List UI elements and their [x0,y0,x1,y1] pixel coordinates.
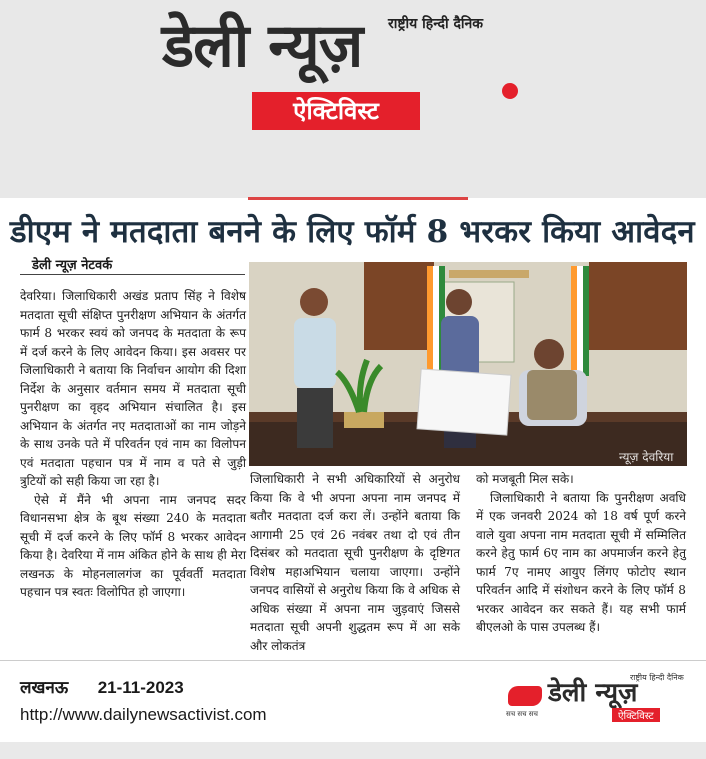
paragraph: को मजबूती मिल सके। [476,472,574,486]
website-link[interactable]: http://www.dailynewsactivist.com [20,705,267,724]
logo-tagline: राष्ट्रीय हिन्दी दैनिक [630,673,684,682]
footer-logo [500,672,690,724]
dateline [20,675,184,698]
paragraph: जिलाधिकारी ने सभी अधिकारियों से अनुरोध किया कि वे भी अपना अपना नाम जनपद में बतौर मतदाता दर्ज करा लें। उन्होंने बताया कि आगामी 25 एवं 26 नवंबर तथा दो एवं तीन दिसंबर को मतदाता सूची पुनरीक्षण के दृष्टिगत विशेष महाअभियान चलाया जाएगा। उन्होंने जनपद वासियों से अनुरोध किया कि वे अधिक से अधिक संख्या में अपना नाम जुड़वाएं जिससे मतदाता सूची अपनी शुद्धतम रूप में आ सके और लोकतंत्र [250,472,460,653]
byline-divider [20,274,245,275]
dateline-city: लखनऊ [20,678,69,697]
logo-motto: सच सच सच [506,710,538,718]
logo-title: डेली न्यूज़ [548,678,638,708]
logo-red-dot [502,83,518,99]
masthead-tagline: राष्ट्रीय हिन्दी दैनिक [388,16,484,32]
logo-subtitle: ऐक्टिविस्ट [612,708,660,722]
article-photo [249,262,687,466]
masthead [0,0,706,198]
bottom-bar [0,742,706,759]
footer-divider [0,660,706,661]
photo-caption: न्यूज़ देवरिया [619,450,674,464]
article-headline: डीएम ने मतदाता बनने के लिए फॉर्म 8 भरकर किया आवेदन [10,214,695,250]
paragraph: जिलाधिकारी ने बताया कि पुनरीक्षण अवधि में एक जनवरी 2024 को 18 वर्ष पूर्ण करने वाले युवा अपना नाम मतदाता सूची में सम्मिलित करने हेतु फार्म 6ए नाम का अपमार्जन करने हेतु फार्म 7ए नामए आयुए लिंगए फोटोए स्थान परिवर्तन आदि में संशोधन करने के लिए फॉर्म 8 भरकर आवेदन कर सकते हैं। यह सभी फार्म बीएलओ के पास उपलब्ध हैं। [476,490,686,634]
masthead-rule [248,197,468,200]
photo-scene [249,262,687,466]
article-column-1 [20,287,246,602]
byline: डेली न्यूज़ नेटवर्क [32,258,113,273]
dateline-date: 21-11-2023 [97,678,184,697]
logo-emblem-icon [508,686,542,706]
article-column-3 [476,470,686,637]
article-column-2 [250,470,460,655]
paragraph: देवरिया। जिलाधिकारी अखंड प्रताप सिंह ने विशेष मतदाता सूची संक्षिप्त पुनरीक्षण अभियान के अंतर्गत फार्म 8 भरकर स्वयं को जनपद के मतदाता के रूप में दर्ज करने के लिए आवेदन किया। इस अवसर पर जिलाधिकारी ने बताया कि निर्वाचन आयोग की दिशा निर्देश के अनुसार वर्तमान समय में मतदाता सूची पुनरीक्षण का वृहद अभियान संचालित है। इस अभियान के अंतर्गत नए मतदाताओं का नाम जोड़ने के साथ उनके पते में परिवर्तन एवं नाम का विलोपन एवं मतदाता पहचान पत्र में नाम व पते से जुड़ी त्रुटियों को सही किया जा रहा है। [20,289,246,488]
masthead-subtitle: ऐक्टिविस्ट [252,92,420,130]
masthead-title: डेली न्यूज़ [162,11,363,81]
paragraph: ऐसे में मैंने भी अपना नाम जनपद सदर विधानसभा क्षेत्र के बूथ संख्या 240 के मतदाता सूची में दर्ज करने के लिए फॉर्म 8 भरकर आवेदन किया है। देवरिया में नाम अंकित होने के साथ ही मेरा लखनऊ के मोहनलालगंज का पूर्ववर्ती मतदाता पहचान पत्र स्वतः विलोपित हो जाएगा। [20,492,246,599]
